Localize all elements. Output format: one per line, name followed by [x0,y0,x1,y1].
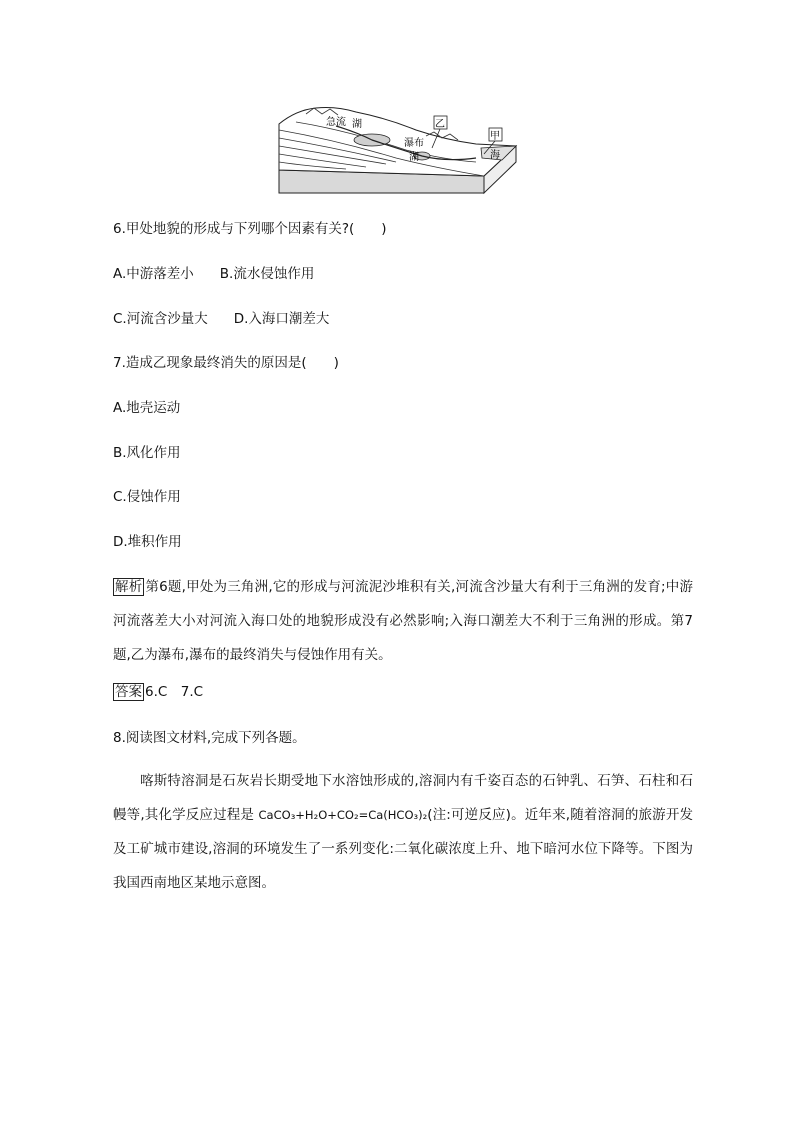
q8-material [113,764,693,900]
q6-options-row-1 [113,265,314,283]
landform-diagram [276,100,518,196]
landform-diagram-svg [276,100,518,196]
label-sea: 海 [490,150,500,161]
q7-stem: 7.造成乙现象最终消失的原因是( ) [113,355,339,371]
q7-option-d[interactable]: D.堆积作用 [113,534,182,550]
q6-option-b[interactable]: B.流水侵蚀作用 [219,266,315,282]
q7-option-c[interactable]: C.侵蚀作用 [113,489,181,505]
label-lake-2: 湖 [409,152,419,163]
q8-stem: 8.阅读图文材料,完成下列各题。 [113,730,306,746]
q6-option-d[interactable]: D.入海口潮差大 [233,311,330,327]
label-yi: 乙 [435,119,445,130]
label-waterfall: 瀑布 [404,138,424,149]
analysis-block [113,570,693,672]
q6-option-c[interactable]: C.河流含沙量大 [113,311,208,327]
q8-formula: CaCO₃+H₂O+CO₂=Ca(HCO₃)₂ [258,808,428,822]
q7-option-b[interactable]: B.风化作用 [113,445,181,461]
q6-options-row-2 [113,310,329,328]
label-rapids: 急流 [326,117,346,128]
label-jia: 甲 [490,131,500,142]
label-lake: 湖 [352,119,362,130]
q8-material-text-1: 喀斯特溶洞是石灰岩长期受地下水溶蚀形成的,溶洞内有千姿百态的石钟乳、石笋、石柱和石幔等,其化学反应过程是 [113,773,693,823]
analysis-tag: 解析 [115,579,143,595]
answer-block [113,683,203,701]
q8-material-text-2: (注:可逆反应)。近年来,随着溶洞的旅游开发及工矿城市建设,溶洞的环境发生了一系列变化:二氧化碳浓度上升、地下暗河水位下降等。下图为我国西南地区某地示意图。 [113,807,693,891]
analysis-text: 第6题,甲处为三角洲,它的形成与河流泥沙堆积有关,河流含沙量大有利于三角洲的发育;中游河流落差大小对河流入海口处的地貌形成没有必然影响;入海口潮差大不利于三角洲的形成。第7题,乙为瀑布,瀑布的最终消失与侵蚀作用有关。 [113,579,694,663]
q6-option-a[interactable]: A.中游落差小 [113,266,194,282]
answer-tag: 答案 [115,684,142,700]
answer-text: 6.C 7.C [145,684,204,700]
q7-option-a[interactable]: A.地壳运动 [113,400,181,416]
q6-stem: 6.甲处地貌的形成与下列哪个因素有关?( ) [113,221,387,237]
